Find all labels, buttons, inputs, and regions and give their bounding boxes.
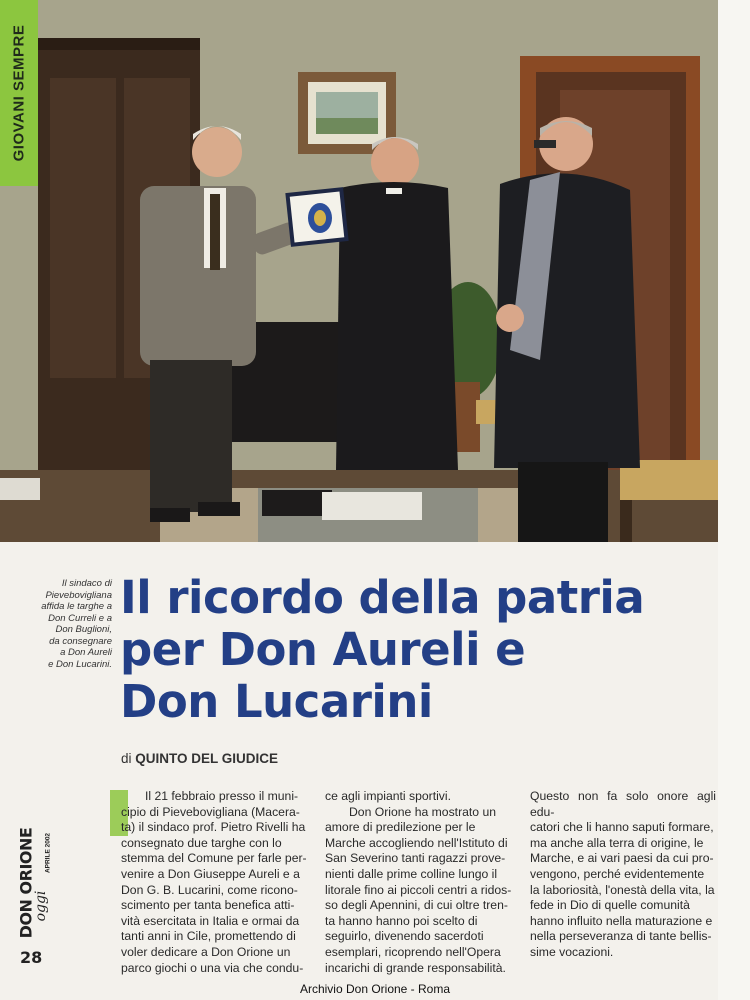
text-line: sime vocazioni. [530,944,614,959]
caption-line: Pievebovigliana [45,589,112,601]
caption-line: da consegnare [49,635,112,647]
caption-line: e Don Lucarini. [48,658,112,670]
section-tab [0,0,38,186]
text-column-3 [530,789,716,961]
text-column-1 [121,789,309,976]
text-line: San Severino tanti ragazzi prove- [325,851,506,866]
text-line: scimento per tanta benefica atti- [121,898,295,913]
text-line: incarichi di grande responsabilità. [325,960,506,975]
text-line: la laboriosità, l'onestà della vita, la [530,882,715,897]
text-line: ce agli impianti sportivi. [325,789,451,803]
article-byline [121,751,278,766]
text-line: voler dedicare a Don Orione un [121,944,291,959]
text-line: consegnato due targhe con lo [121,835,282,850]
caption-line: affida le targhe a [41,601,112,612]
text-line: ta) il sindaco prof. Pietro Rivelli ha [121,820,306,835]
text-line: vità esercitata in Italia e ormai da [121,913,300,928]
headline-line: Il ricordo della patria [120,571,645,624]
magazine-name: DON ORIONE [16,827,36,939]
text-line: Questo non fa solo onore agli edu- [530,789,716,819]
page-number: 28 [20,948,43,967]
byline-author: QUINTO DEL GIUDICE [135,751,279,766]
text-line: litorale fino ai piccoli centri a ridos- [325,882,512,897]
text-line: hanno influito nella maturazione e [530,913,713,928]
text-line: esemplari, ricoprendo nell'Opera [325,944,501,959]
text-line: stemma del Comune per farle per- [121,851,307,866]
text-line: tanti anni in Cile, promettendo di [121,929,296,944]
page-margin [718,0,750,1000]
caption-line: Don Buglioni, [55,624,112,635]
headline-line: Don Lucarini [120,675,433,728]
text-column-2 [325,789,513,976]
photo-caption [30,578,112,670]
caption-line: Don Curreli e a [48,612,112,624]
text-line: Marche, e ai vari paesi da cui pro- [530,851,714,866]
text-line: seguirlo, divenendo sacerdoti [325,929,484,944]
text-line: so degli Apennini, di cui oltre tren- [325,898,508,913]
caption-line: Il sindaco di [61,578,112,589]
text-line: nienti dalle prime colline lungo il [325,866,498,881]
text-line: vengono, perché evidentemente [530,866,705,881]
text-line: Don G. B. Lucarini, come ricono- [121,882,298,897]
section-tab-label: GIOVANI SEMPRE [10,24,28,162]
text-line: Il 21 febbraio presso il muni- [145,789,299,803]
text-line: venire a Don Giuseppe Aureli e a [121,866,300,881]
text-line: fede in Dio di quelle comunità [530,898,690,913]
article-headline [120,572,710,728]
headline-line: per Don Aureli e [120,623,526,676]
magazine-logo [14,826,54,940]
text-line: parco giochi o una via che condu- [121,960,304,975]
caption-line: a Don Aureli [60,647,112,658]
archive-footer: Archivio Don Orione - Roma [299,982,451,996]
magazine-subtitle: oggi [33,890,49,922]
issue-date: APRILE 2002 [44,832,52,874]
text-line: nella perseveranza di tante bellis- [530,929,712,944]
text-line: Don Orione ha mostrato un [349,804,497,819]
text-line: Marche accogliendo nell'Istituto di [325,835,508,850]
text-line: catori che li hanno saputi formare, [530,820,714,835]
text-line: amore di predilezione per le [325,820,476,835]
text-line: cipio di Pievebovigliana (Macera- [121,804,300,819]
text-line: ta hanno hanno poi scelto di [325,913,478,928]
byline-prefix: di [121,751,132,766]
text-line: ma anche alla terra di origine, le [530,835,704,850]
